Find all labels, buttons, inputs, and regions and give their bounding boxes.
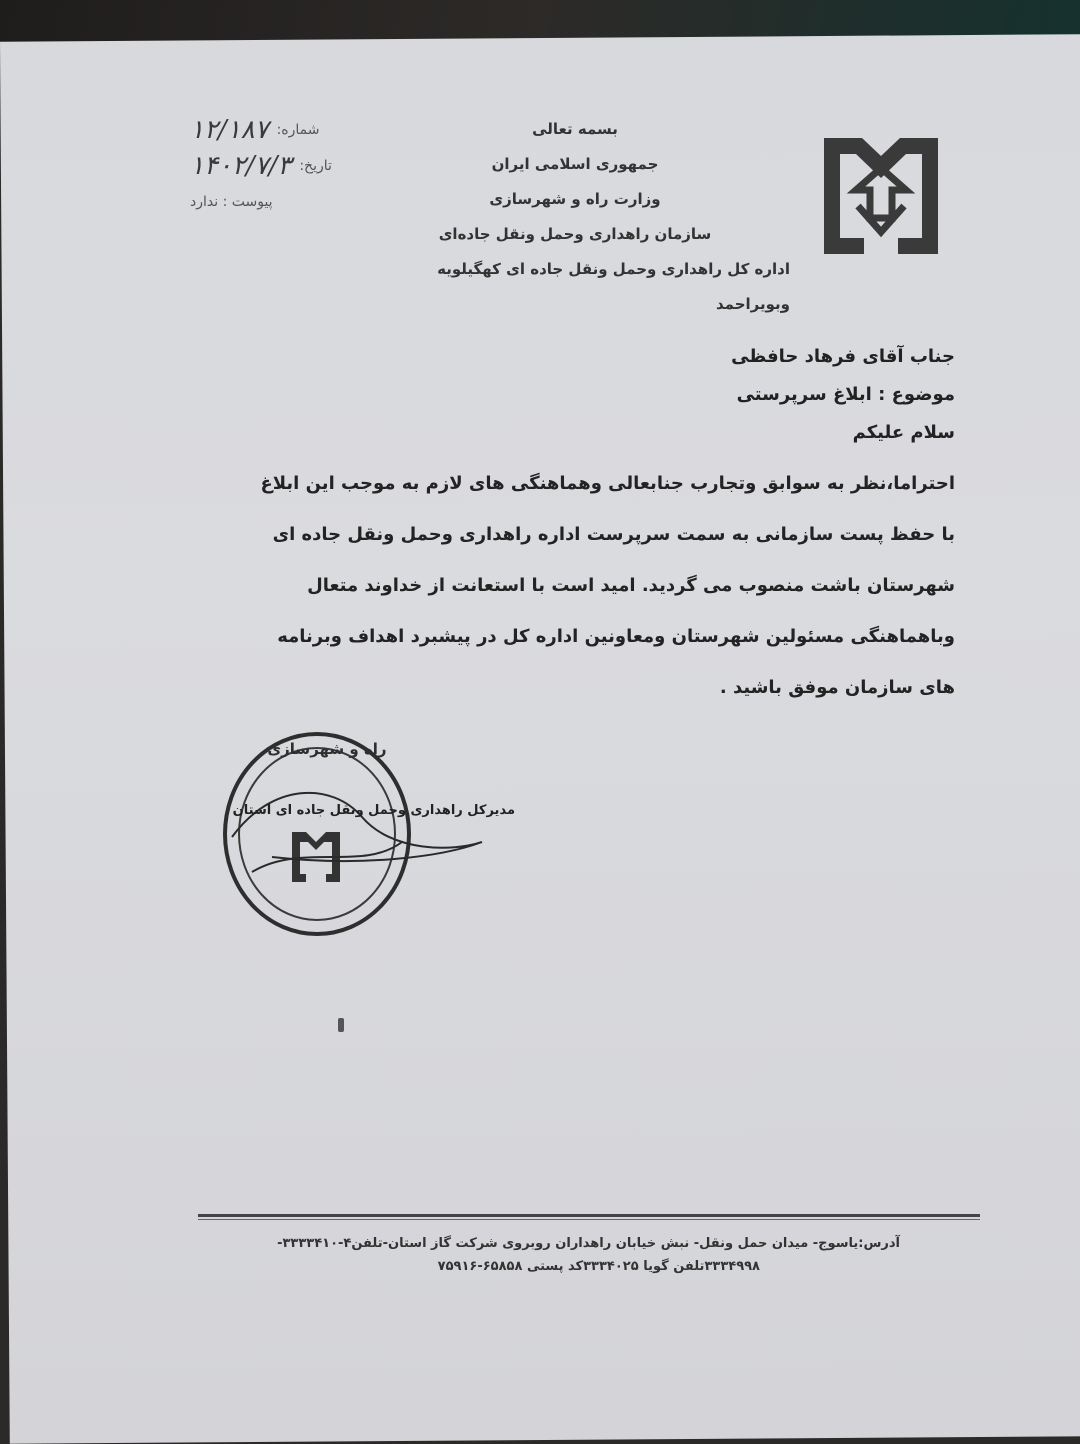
date-value: ۱۴۰۲/۷/۳ (190, 151, 292, 181)
letterhead-line: سازمان راهداری وحمل ونقل جاده‌ای (438, 225, 712, 243)
paper-mark (338, 1018, 344, 1032)
subject-line: موضوع : ابلاغ سرپرستی (736, 384, 955, 405)
letterhead (360, 112, 790, 322)
number-label: شماره: (276, 122, 320, 138)
body-line: شهرستان باشت منصوب می گردید. امید است با استعانت از خداوند متعال (307, 575, 955, 596)
recipient-name: جناب آقای فرهاد حافظی (731, 346, 955, 367)
official-stamp (212, 722, 512, 942)
greeting: سلام علیکم (852, 422, 955, 443)
footer-line: ۳۳۳۴۹۹۸تلفن گویا ۳۳۳۴۰۲۵کد پستی ۶۵۸۵۸-۷۵۹۱۶ (437, 1259, 760, 1274)
body-line: با حفظ پست سازمانی به سمت سرپرست اداره راهداری وحمل ونقل جاده ای (272, 524, 955, 545)
letterhead-line: اداره کل راهداری وحمل ونقل جاده ای کهگیلویه وبویراحمد (437, 260, 790, 313)
organization-logo-icon (818, 128, 944, 264)
signer-title: مدیرکل راهداری وحمل ونقل جاده ای استان (232, 803, 515, 818)
date-row (190, 148, 365, 184)
footer-line: آدرس:یاسوج- میدان حمل ونقل- نبش خیابان راهداران روبروی شرکت گاز استان-تلفن۴-۳۳۳۳۴۱۰- (277, 1236, 900, 1251)
stamp-text: راه و شهرسازی (267, 740, 387, 758)
number-row (190, 112, 365, 148)
attachment-text: پیوست : ندارد (190, 194, 273, 210)
footer-address (240, 1232, 900, 1278)
body-line: وباهماهنگی مسئولین شهرستان ومعاونین اداره کل در پیشبرد اهداف وبرنامه (277, 626, 955, 647)
body-line: احتراما،نظر به سوابق وتجارب جنابعالی وهماهنگی های لازم به موجب این ابلاغ (260, 473, 955, 494)
letterhead-line: وزارت راه و شهرسازی (489, 190, 661, 208)
footer-rule (198, 1214, 980, 1217)
letterhead-line: جمهوری اسلامی ایران (491, 155, 659, 173)
addressee-block (600, 338, 955, 452)
letterhead-line: بسمه تعالی (532, 120, 618, 138)
number-value: ۱۲/۱۸۷ (190, 115, 269, 145)
letter-body (200, 458, 955, 713)
date-label: تاریخ: (299, 158, 332, 174)
body-line: های سازمان موفق باشید . (719, 677, 955, 698)
attachment-row (190, 184, 365, 220)
footer-rule-thin (198, 1219, 980, 1220)
letter-meta (190, 112, 365, 220)
